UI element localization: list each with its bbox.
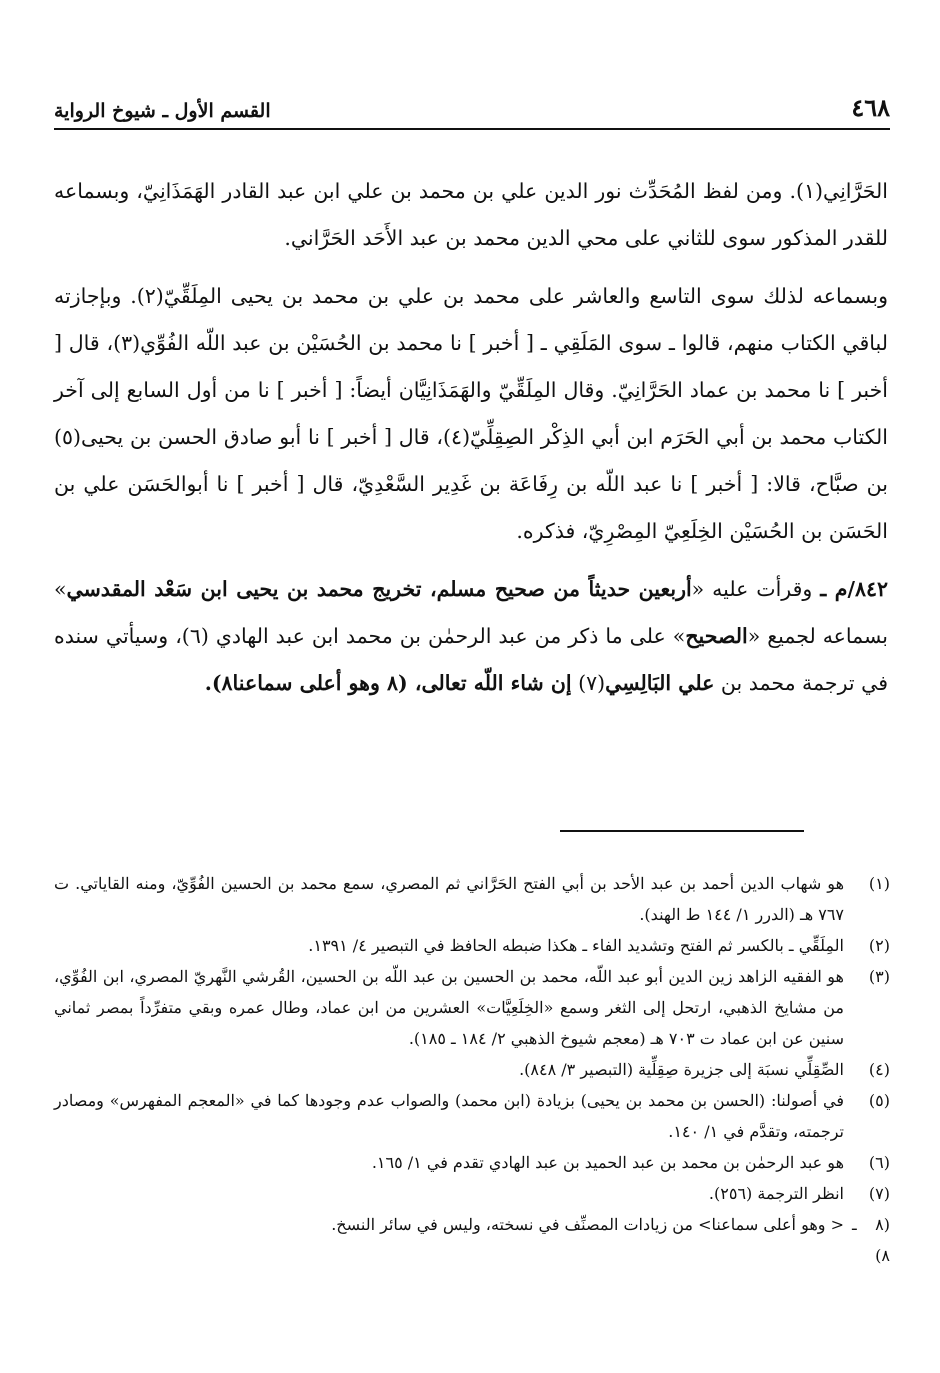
footnote-number: (٨ ـ ٨) <box>852 1215 890 1265</box>
footnote-item <box>54 1054 890 1085</box>
footnote-item <box>54 1209 890 1271</box>
paragraph-3-bold-sahih: الصحيح <box>685 624 748 648</box>
page-header <box>54 86 890 130</box>
footnote-text: في أصولنا: (الحسن بن محمد بن يحيى) بزيادة (ابن محمد) والصواب عدم وجودها كما في «المعجم المفهرس» ومصادر ترجمته، وتقدَّم في ١/ ١٤٠. <box>54 1091 844 1141</box>
paragraph-3-text-e: (٧) <box>571 671 606 695</box>
footnote-item <box>54 1178 890 1209</box>
footnote-number: (١) <box>868 874 890 893</box>
footnote-text: هو الفقيه الزاهد زين الدين أبو عبد اللّه، محمد بن الحسين بن عبد اللّه بن الحسين، القُرشي النَّهريّ المصري، ابن الفُوِّي، من مشايخ الذهبي، ارتحل إلى الثغر وسمع «الخِلَعِيَّات» العشرين من ابن عماد، وطال عمره وبقي متفرِّداً بمصر ثماني سنين عن ابن عماد ت ٧٠٣ هـ (معجم شيوخ الذهبي ٢/ ١٨٤ ـ ١٨٥). <box>54 967 844 1048</box>
footnote-text: انظر الترجمة (٢٥٦). <box>708 1184 844 1203</box>
footnote-item <box>54 961 890 1054</box>
footnote-item <box>54 868 890 930</box>
footnote-text: هو شهاب الدين أحمد بن عبد الأحد بن أبي الفتح الحَرَّاني ثم المصري، سمع محمد بن الحسين الفُوِّيّ، ومنه القاياتي. ت ٧٦٧ هـ (الدرر ١/ ١٤٤ ط الهند). <box>54 874 844 924</box>
main-text <box>54 168 888 707</box>
footnote-item <box>54 1085 890 1147</box>
paragraph-3 <box>54 566 888 707</box>
paragraph-3-bold-closing: إن شاء اللّه تعالى، (٨ وهو أعلى سماعنا٨). <box>204 671 572 695</box>
footnote-number: (٧) <box>868 1184 890 1203</box>
footnote-number: (٦) <box>868 1153 890 1172</box>
paragraph-2: وبسماعه لذلك سوى التاسع والعاشر على محمد بن علي بن محمد بن يحيى المِلَقِّيّ(٢). وبإجازته لباقي الكتاب منهم، قالوا ـ سوى المَلَقِي ـ [ أخبر ] نا محمد بن الحُسَيْن بن عبد اللّه الفُوِّي(٣)، قال [ أخبر ] نا محمد بن عماد الحَرَّانِيّ. وقال المِلَقِّيّ والهَمَذَانِيَّان أيضاً: [ أخبر ] نا من أول السابع إلى آخر الكتاب محمد بن أبي الحَرَم ابن أبي الذِكْر الصِقِلِّيّ(٤)، قال [ أخبر ] نا أبو صادق الحسن بن يحيى(٥) بن صبَّاح، قالا: [ أخبر ] نا عبد اللّه بن رِفَاعَة بن غَدِير السَّعْدِيّ، قال [ أخبر ] نا أبوالحَسَن علي بن الحَسَن بن الحُسَيْن الخِلَعِيّ المِصْرِيّ، فذكره. <box>54 284 889 543</box>
footnote-text: المِلَقِّي ـ بالكسر ثم الفتح وتشديد الفاء ـ هكذا ضبطه الحافظ في التبصير ٤/ ١٣٩١. <box>308 936 844 955</box>
footnotes <box>54 868 890 1271</box>
paragraph-3-bold-title: أربعين حديثاً من صحيح مسلم، تخريج محمد بن يحيى ابن سَعْد المقدسي <box>66 577 692 601</box>
running-title: القسم الأول ـ شيوخ الرواية <box>54 100 271 122</box>
footnote-number: (٥) <box>868 1091 890 1110</box>
paragraph-3-text-d: » على ما ذكر من عبد الرحمٰن بن محمد ابن عبد الهادي (٦)، وسيأتي سنده في ترجمة محمد بن <box>54 624 888 695</box>
footnote-item <box>54 930 890 961</box>
paragraph-3-text-a: وقرأت عليه « <box>691 577 813 601</box>
page-number: ٤٦٨ <box>851 93 890 122</box>
footnote-number: (٤) <box>868 1060 890 1079</box>
entry-number: ٨٤٢/م ـ <box>820 577 889 601</box>
paragraph-3-bold-name: علي البَالِسِي <box>605 671 715 695</box>
footnote-text: < وهو أعلى سماعنا> من زيادات المصنِّف في نسخته، وليس في سائر النسخ. <box>331 1215 844 1234</box>
footnote-number: (٣) <box>868 967 890 986</box>
footnote-text: الصِّقِلِّي نسبَة إلى جزيرة صِقِلِّية (التبصير ٣/ ٨٤٨). <box>519 1060 844 1079</box>
footnote-number: (٢) <box>868 936 890 955</box>
paragraph-3-text-c: » بسماعه لجميع « <box>54 577 889 648</box>
footnote-item <box>54 1147 890 1178</box>
paragraph-1: الحَرَّانِي(١). ومن لفظ المُحَدِّث نور الدين علي بن محمد بن علي ابن عبد القادر الهَمَذَانِيّ، وبسماعه للقدر المذكور سوى للثاني على محي الدين محمد بن عبد الأَحَد الحَرَّاني. <box>54 179 888 250</box>
footnote-separator <box>560 830 804 832</box>
footnote-text: هو عبد الرحمٰن بن محمد بن عبد الحميد بن عبد الهادي تقدم في ١/ ١٦٥. <box>371 1153 844 1172</box>
